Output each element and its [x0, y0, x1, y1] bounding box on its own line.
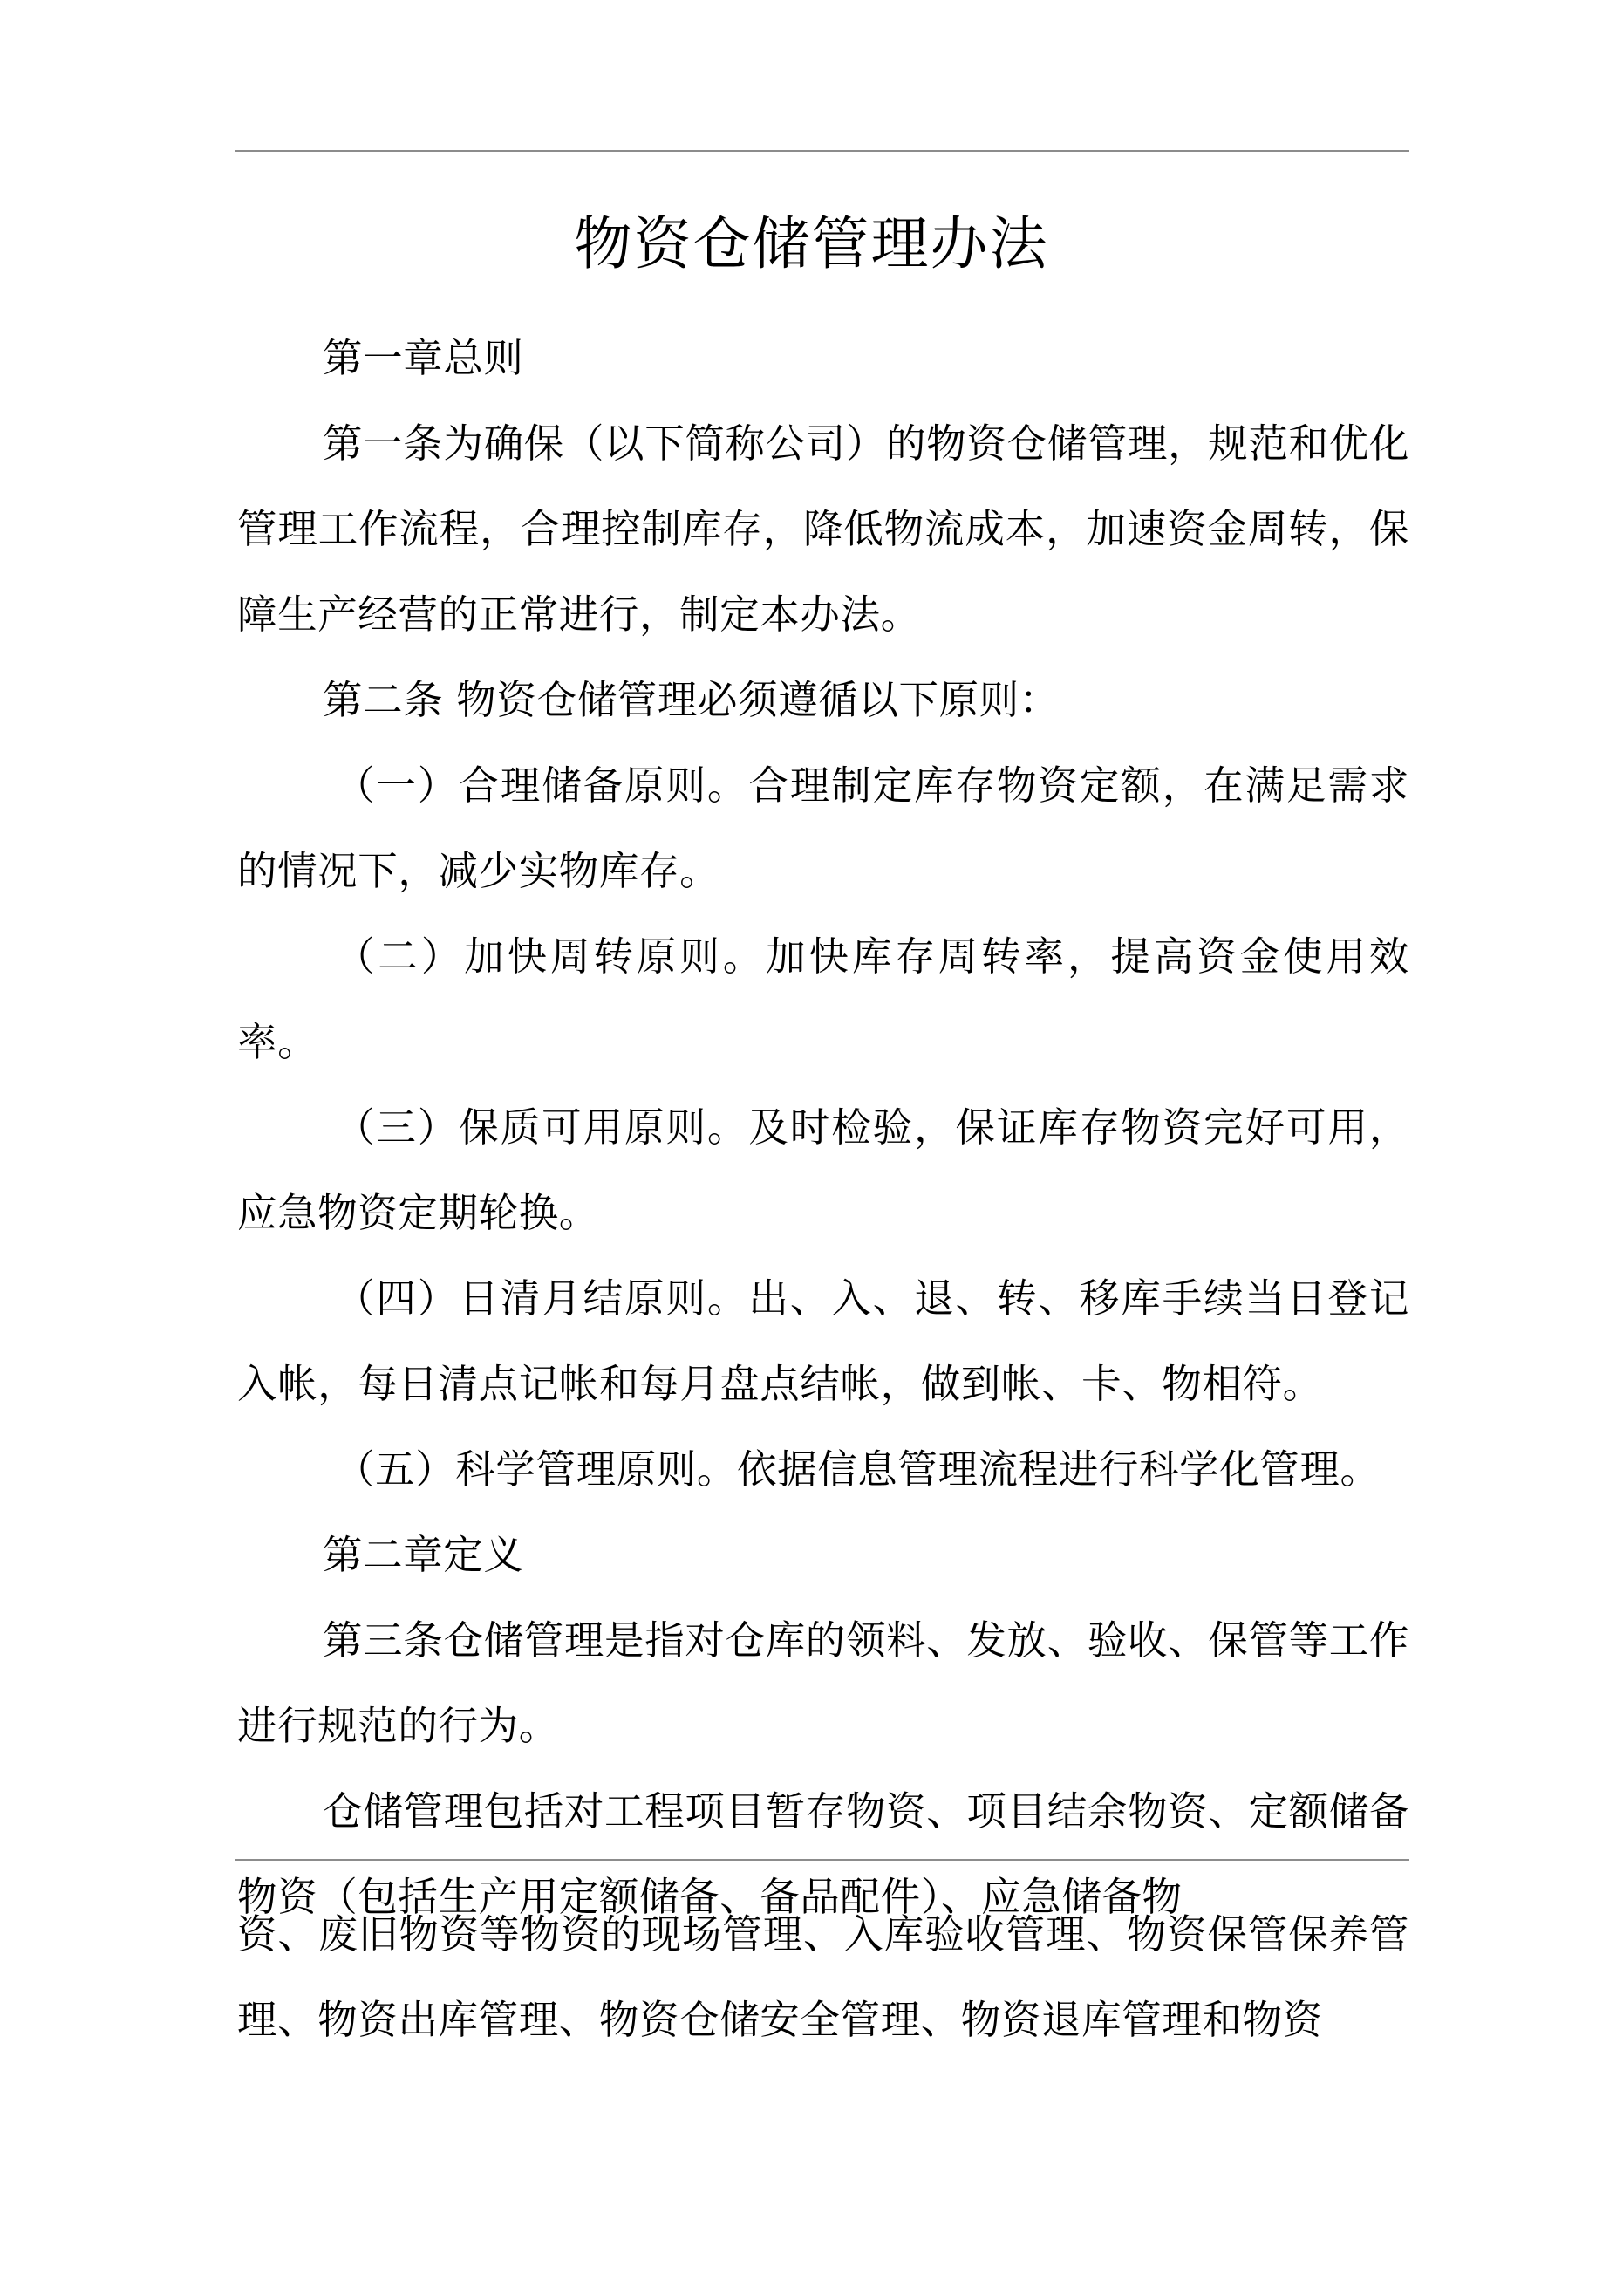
principle-item: （二）加快周转原则。加快库存周转率，提高资金使用效率。 — [237, 933, 1409, 1065]
article-paragraph: 第二条 物资仓储管理必须遵循以下原则： — [323, 677, 1060, 723]
continued-paragraph: 资、废旧物资等物资的现场管理、入库验收管理、物资保管保养管理、物资出库管理、物资仓储安全管理、物资退库管理和物资 — [237, 1911, 1409, 2043]
principle-item: （五）科学管理原则。依据信息管理流程进行科学化管理。 — [335, 1446, 1381, 1493]
chapter-heading: 第二章定义 — [323, 1532, 524, 1578]
document-title: 物资仓储管理办法 — [574, 210, 1049, 277]
page-one-body — [237, 316, 1409, 1940]
principle-item: （三）保质可用原则。及时检验，保证库存物资完好可用，应急物资定期轮换。 — [237, 1104, 1409, 1236]
article-paragraph: 第一条为确保（以下简称公司）的物资仓储管理，规范和优化管理工作流程，合理控制库存，降低物流成本，加速资金周转，保障生产经营的正常进行，制定本办法。 — [237, 420, 1409, 638]
article-paragraph: 仓储管理包括对工程项目暂存物资、项目结余物资、定额储备物资（包括生产用定额储备、备品配件）、应急储备物 — [237, 1788, 1409, 1920]
principle-item: （四）日清月结原则。出、入、退、转、移库手续当日登记入帐，每日清点记帐和每月盘点结帐，做到帐、卡、物相符。 — [237, 1275, 1409, 1407]
article-paragraph: 第三条仓储管理是指对仓库的领料、发放、验收、保管等工作进行规范的行为。 — [237, 1617, 1409, 1749]
page-break-divider — [235, 1859, 1409, 1861]
page-two-body — [237, 1892, 1409, 2063]
top-divider — [235, 150, 1409, 152]
chapter-heading: 第一章总则 — [323, 335, 524, 381]
principle-item: （一）合理储备原则。合理制定库存物资定额，在满足需求的情况下，减少实物库存。 — [237, 762, 1409, 894]
